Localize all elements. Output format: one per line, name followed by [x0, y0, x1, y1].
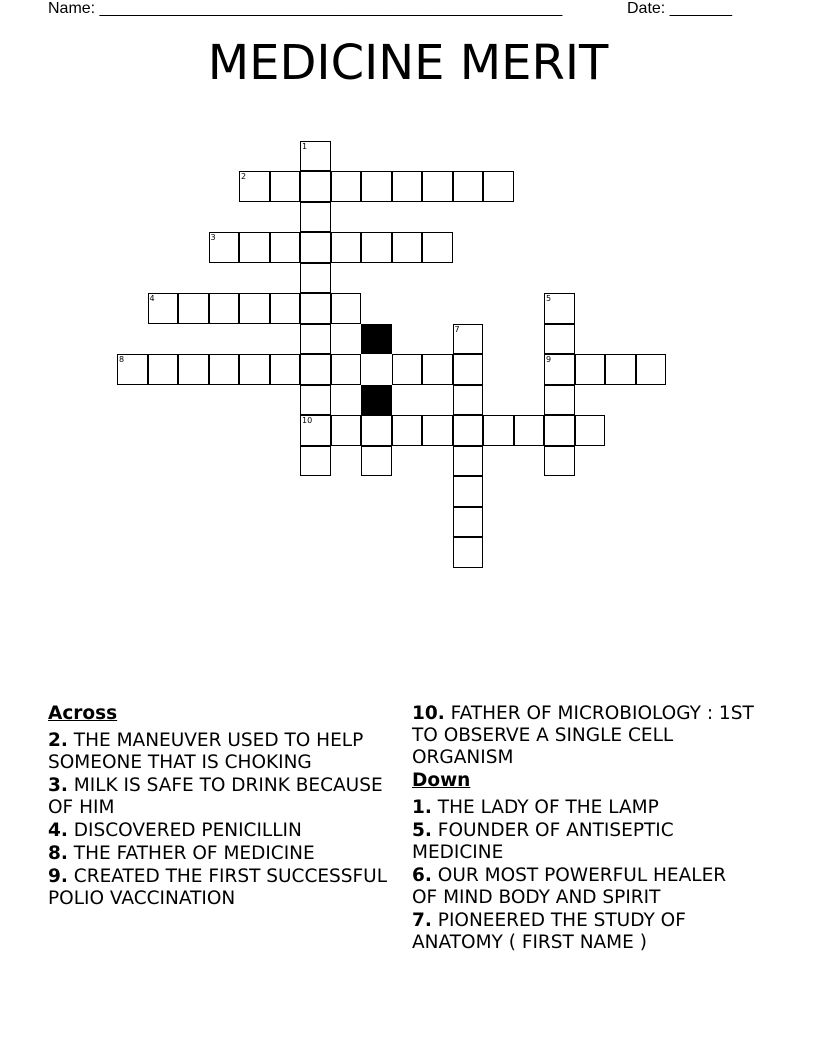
grid-cell[interactable] [575, 354, 606, 385]
grid-cell[interactable] [270, 293, 301, 324]
grid-cell[interactable] [422, 354, 453, 385]
grid-cell[interactable] [544, 293, 575, 324]
grid-cell[interactable] [453, 415, 484, 446]
clue-across-8: 8. THE FATHER OF MEDICINE [48, 843, 315, 864]
grid-cell[interactable] [331, 293, 362, 324]
grid-cell-blocked [361, 385, 392, 416]
down-heading: Down [412, 770, 471, 791]
grid-cell[interactable] [148, 293, 179, 324]
grid-cell[interactable] [483, 415, 514, 446]
grid-cell[interactable] [361, 446, 392, 477]
grid-cell[interactable] [544, 354, 575, 385]
clue-number: 1 [302, 141, 308, 151]
grid-cell[interactable] [392, 232, 423, 263]
grid-cell[interactable] [483, 171, 514, 202]
grid-cell[interactable] [239, 354, 270, 385]
clue-number: 4 [149, 294, 155, 303]
grid-cell[interactable] [331, 415, 362, 446]
clue-number: 9 [546, 355, 552, 364]
grid-cell[interactable] [117, 354, 148, 385]
grid-cell[interactable] [361, 232, 392, 263]
grid-cell[interactable] [300, 202, 331, 233]
grid-cell[interactable] [453, 507, 484, 538]
grid-cell[interactable] [392, 354, 423, 385]
clues-left-column [48, 703, 393, 911]
grid-cell[interactable] [300, 263, 331, 294]
grid-cell[interactable] [300, 415, 331, 446]
name-line: Name: ____________________________________________________ [48, 0, 563, 17]
grid-cell[interactable] [239, 171, 270, 202]
grid-cell[interactable] [300, 141, 331, 172]
grid-cell[interactable] [239, 293, 270, 324]
grid-cell[interactable] [331, 171, 362, 202]
grid-cell[interactable] [300, 324, 331, 355]
grid-cell[interactable] [361, 415, 392, 446]
grid-cell[interactable] [300, 293, 331, 324]
grid-cell[interactable] [300, 354, 331, 385]
clue-number: 6 [363, 324, 369, 334]
clue-across-4: 4. DISCOVERED PENICILLIN [48, 820, 302, 841]
clue-number: 8 [119, 355, 125, 364]
grid-cell[interactable] [453, 476, 484, 507]
grid-cell[interactable] [453, 537, 484, 568]
grid-cell[interactable] [453, 171, 484, 202]
grid-cell[interactable] [453, 324, 484, 355]
clue-down-7: 7. PIONEERED THE STUDY OF ANATOMY ( FIRST NAME ) [412, 910, 686, 953]
grid-cell[interactable] [636, 354, 667, 385]
clue-across-2: 2. THE MANEUVER USED TO HELP SOMEONE THAT IS CHOKING [48, 730, 364, 773]
grid-cell[interactable] [239, 232, 270, 263]
grid-cell[interactable] [300, 446, 331, 477]
grid-cell[interactable] [209, 354, 240, 385]
grid-cell[interactable] [270, 232, 301, 263]
across-heading: Across [48, 703, 118, 724]
grid-cell[interactable] [300, 385, 331, 416]
grid-cell[interactable] [331, 232, 362, 263]
clue-across-3: 3. MILK IS SAFE TO DRINK BECAUSE OF HIM [48, 775, 383, 818]
grid-cell[interactable] [544, 324, 575, 355]
grid-cell[interactable] [270, 171, 301, 202]
clue-across-10: 10. FATHER OF MICROBIOLOGY : 1ST TO OBSERVE A SINGLE CELL ORGANISM [412, 703, 754, 768]
date-line: Date: _______ [627, 0, 732, 17]
clue-down-1: 1. THE LADY OF THE LAMP [412, 797, 659, 818]
grid-cell[interactable] [300, 232, 331, 263]
grid-cell[interactable] [300, 171, 331, 202]
grid-cell[interactable] [392, 415, 423, 446]
grid-cell[interactable] [422, 415, 453, 446]
grid-cell[interactable] [544, 385, 575, 416]
grid-cell[interactable] [392, 171, 423, 202]
grid-cell[interactable] [178, 354, 209, 385]
grid-cell[interactable] [453, 446, 484, 477]
clue-number: 7 [454, 324, 460, 334]
puzzle-title: MEDICINE MERIT [207, 35, 609, 91]
grid-cell[interactable] [209, 293, 240, 324]
grid-cell[interactable] [544, 415, 575, 446]
clue-across-9: 9. CREATED THE FIRST SUCCESSFUL POLIO VACCINATION [48, 866, 388, 909]
clue-number: 3 [210, 233, 216, 242]
grid-cell[interactable] [148, 354, 179, 385]
grid-cell[interactable] [331, 354, 362, 385]
clue-number: 10 [302, 416, 313, 425]
grid-cell[interactable] [605, 354, 636, 385]
grid-cell[interactable] [453, 385, 484, 416]
grid-cell[interactable] [209, 232, 240, 263]
grid-cell[interactable] [453, 354, 484, 385]
clue-number: 2 [241, 172, 247, 181]
grid-cell[interactable] [544, 446, 575, 477]
grid-cell[interactable] [514, 415, 545, 446]
grid-cell[interactable] [178, 293, 209, 324]
clues-right-column [412, 703, 757, 955]
grid-cell[interactable] [422, 171, 453, 202]
clue-number: 5 [546, 294, 552, 303]
clue-down-6: 6. OUR MOST POWERFUL HEALER OF MIND BODY AND SPIRIT [412, 865, 727, 908]
grid-cell[interactable] [270, 354, 301, 385]
grid-cell-blocked [361, 324, 392, 355]
grid-cell[interactable] [575, 415, 606, 446]
grid-cell[interactable] [422, 232, 453, 263]
grid-cell[interactable] [361, 171, 392, 202]
clue-down-5: 5. FOUNDER OF ANTISEPTIC MEDICINE [412, 820, 674, 863]
